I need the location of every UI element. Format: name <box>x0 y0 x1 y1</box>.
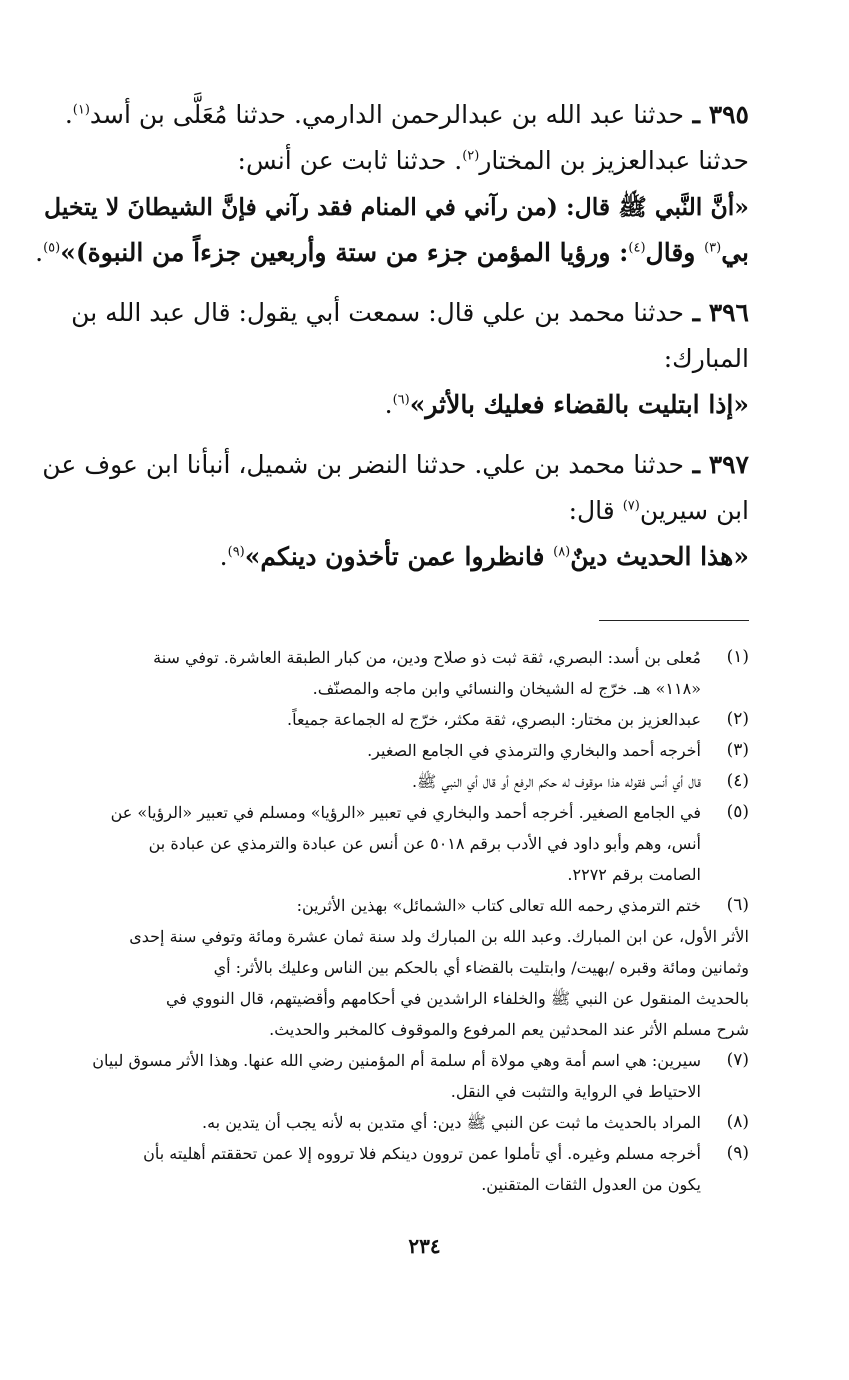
footnote-number: (٣) <box>726 740 749 760</box>
hadith-line <box>30 488 749 534</box>
hadith-text: وقال <box>645 238 705 267</box>
footnote-body <box>48 642 701 704</box>
footnote-line: أنس، وهم وأبو داود في الأدب برقم ٥٠١٨ عن أنس عن عبادة والترمذي عن عبادة بن <box>148 834 701 853</box>
hadith-line <box>30 442 749 488</box>
footnote-body <box>48 1107 701 1138</box>
footnote-line: بالحديث المنقول عن النبي ﷺ والخلفاء الراشدين في أحكامهم وأقضيتهم، قال النووي في <box>165 989 749 1008</box>
footnote <box>48 1107 749 1138</box>
footnote-line: عبدالعزيز بن مختار: البصري، ثقة مكثر، خرّج له الجماعة جميعاً. <box>287 710 701 729</box>
footnote-line: مُعلى بن أسد: البصري، ثقة ثبت ذو صلاح ودين، من كبار الطبقة العاشرة. توفي سنة <box>153 648 701 667</box>
hadith-number: ٣٩٥ ـ <box>683 100 749 129</box>
footnote-body <box>48 890 701 921</box>
footnote-line: أخرجه أحمد والبخاري والترمذي في الجامع الصغير. <box>367 741 701 760</box>
footnote-number: (٥) <box>726 802 749 822</box>
hadith-text: . حدثنا ثابت عن أنس: <box>237 146 463 175</box>
hadith-text: بي <box>721 238 749 267</box>
footnote-number: (٧) <box>726 1050 749 1070</box>
footnote <box>48 642 749 704</box>
footnote-ref: (٩) <box>227 544 245 560</box>
footnote-number: (٦) <box>726 895 749 915</box>
footnote-line: وثمانين ومائة وقبره /بهيت/ وابتليت بالقضاء أي بالحكم بين الناس وعليك بالأثر: أي <box>213 958 749 977</box>
footnotes-section <box>48 642 749 1200</box>
hadith-text: «إذا ابتليت بالقضاء فعليك بالأثر» <box>409 390 749 419</box>
footnote-ref: (٣) <box>704 240 722 256</box>
page-number: ٢٣٤ <box>408 1234 441 1258</box>
hadith-block <box>30 442 749 580</box>
hadith-line <box>30 336 749 382</box>
footnote <box>48 704 749 735</box>
footnote-ref: (٦) <box>392 392 410 408</box>
hadith-text: حدثنا محمد بن علي قال: سمعت أبي يقول: قال عبد الله بن <box>71 298 684 327</box>
footnote-ref: (٨) <box>553 544 571 560</box>
hadith-text: حدثنا عبدالعزيز بن المختار <box>479 146 749 175</box>
footnote-number: (٩) <box>726 1143 749 1163</box>
hadith-text: حدثنا محمد بن علي. حدثنا النضر بن شميل، أنبأنا ابن عوف عن <box>42 450 684 479</box>
footnote <box>48 735 749 766</box>
footnote-body <box>48 1138 701 1200</box>
footnote-ref: (٤) <box>628 240 646 256</box>
hadith-number: ٣٩٧ ـ <box>683 450 749 479</box>
footnote-number: (٤) <box>726 771 749 791</box>
footnote-body <box>48 735 701 766</box>
footnote-body <box>48 704 701 735</box>
footnote-line: أخرجه مسلم وغيره. أي تأملوا عمن تروون دينكم فلا ترووه إلا عمن تحققتم أهليته بأن <box>143 1144 701 1163</box>
footnote-ref: (٥) <box>43 240 61 256</box>
hadith-line <box>30 534 749 580</box>
hadith-line <box>30 92 749 138</box>
footnote-continuation <box>48 921 749 1045</box>
hadith-line <box>30 184 749 230</box>
footnote-line: في الجامع الصغير. أخرجه أحمد والبخاري في تعبير «الرؤيا» ومسلم في تعبير «الرؤيا» عن <box>110 803 701 822</box>
footnote-line: ختم الترمذي رحمه الله تعالى كتاب «الشمائل» بهذين الأثرين: <box>296 896 701 915</box>
footnote-separator <box>599 620 749 621</box>
footnote-ref: (٢) <box>462 148 480 164</box>
footnote <box>48 766 749 797</box>
hadith-text: . <box>64 100 73 129</box>
hadith-block <box>30 290 749 428</box>
footnote <box>48 1138 749 1200</box>
hadith-line <box>30 230 749 276</box>
hadith-text: ابن سيرين <box>639 496 749 525</box>
hadith-text: «هذا الحديث دينٌ <box>570 542 749 571</box>
hadith-text: : ورؤيا المؤمن جزء من ستة وأربعين جزءاً من النبوة)» <box>60 238 629 267</box>
hadith-text: «أنَّ النَّبي ﷺ قال: (من رآني في المنام فقد رآني فإنَّ الشيطانَ لا يتخيل <box>44 193 749 221</box>
hadith-section <box>30 92 749 580</box>
footnote <box>48 890 749 921</box>
hadith-text: المبارك: <box>663 344 749 373</box>
hadith-block <box>30 92 749 276</box>
hadith-text: حدثنا عبد الله بن عبدالرحمن الدارمي. حدثنا مُعَلَّى بن أسد <box>89 100 684 129</box>
hadith-text: فانظروا عمن تأخذون دينكم» <box>244 542 554 571</box>
footnote-body <box>48 1045 701 1107</box>
footnote-line: قال أي أنس فقوله هذا موقوف له حكم الرفع أو قال أي النبي ﷺ. <box>411 772 701 791</box>
footnote <box>48 797 749 890</box>
footnote-line: الصامت برقم ٢٢٧٢. <box>567 865 701 884</box>
footnote-number: (٨) <box>726 1112 749 1132</box>
hadith-text: . <box>219 542 228 571</box>
footnote-line: سيرين: هي اسم أمة وهي مولاة أم سلمة أم المؤمنين رضي الله عنها. وهذا الأثر مسوق لبيان <box>92 1051 701 1070</box>
hadith-number: ٣٩٦ ـ <box>683 298 749 327</box>
footnote-number: (٢) <box>726 709 749 729</box>
footnote-ref: (٧) <box>622 498 640 514</box>
footnote-line: الأثر الأول، عن ابن المبارك. وعبد الله بن المبارك ولد سنة ثمان عشرة ومائة وتوفي سنة إحدى <box>129 927 749 946</box>
footnote-body <box>48 797 701 890</box>
hadith-text: . <box>384 390 393 419</box>
hadith-line <box>30 382 749 428</box>
footnote-line: الاحتياط في الرواية والتثبت في النقل. <box>450 1082 701 1101</box>
footnote-line: المراد بالحديث ما ثبت عن النبي ﷺ دين: أي متدين به لأنه يجب أن يتدين به. <box>201 1113 701 1132</box>
footnote <box>48 1045 749 1107</box>
footnote-ref: (١) <box>72 102 90 118</box>
hadith-text: . <box>35 238 44 267</box>
footnote-line: يكون من العدول الثقات المتقنين. <box>481 1175 701 1194</box>
footnote-line: شرح مسلم الأثر عند المحدثين يعم المرفوع والموقوف كالمخبر والحديث. <box>269 1020 749 1039</box>
hadith-line <box>30 138 749 184</box>
hadith-text: قال: <box>568 496 623 525</box>
footnote-number: (١) <box>726 647 749 667</box>
footnote-body <box>48 766 701 797</box>
hadith-line <box>30 290 749 336</box>
footnote-line: «١١٨» هـ. خرّج له الشيخان والنسائي وابن ماجه والمصنّف. <box>312 679 701 698</box>
